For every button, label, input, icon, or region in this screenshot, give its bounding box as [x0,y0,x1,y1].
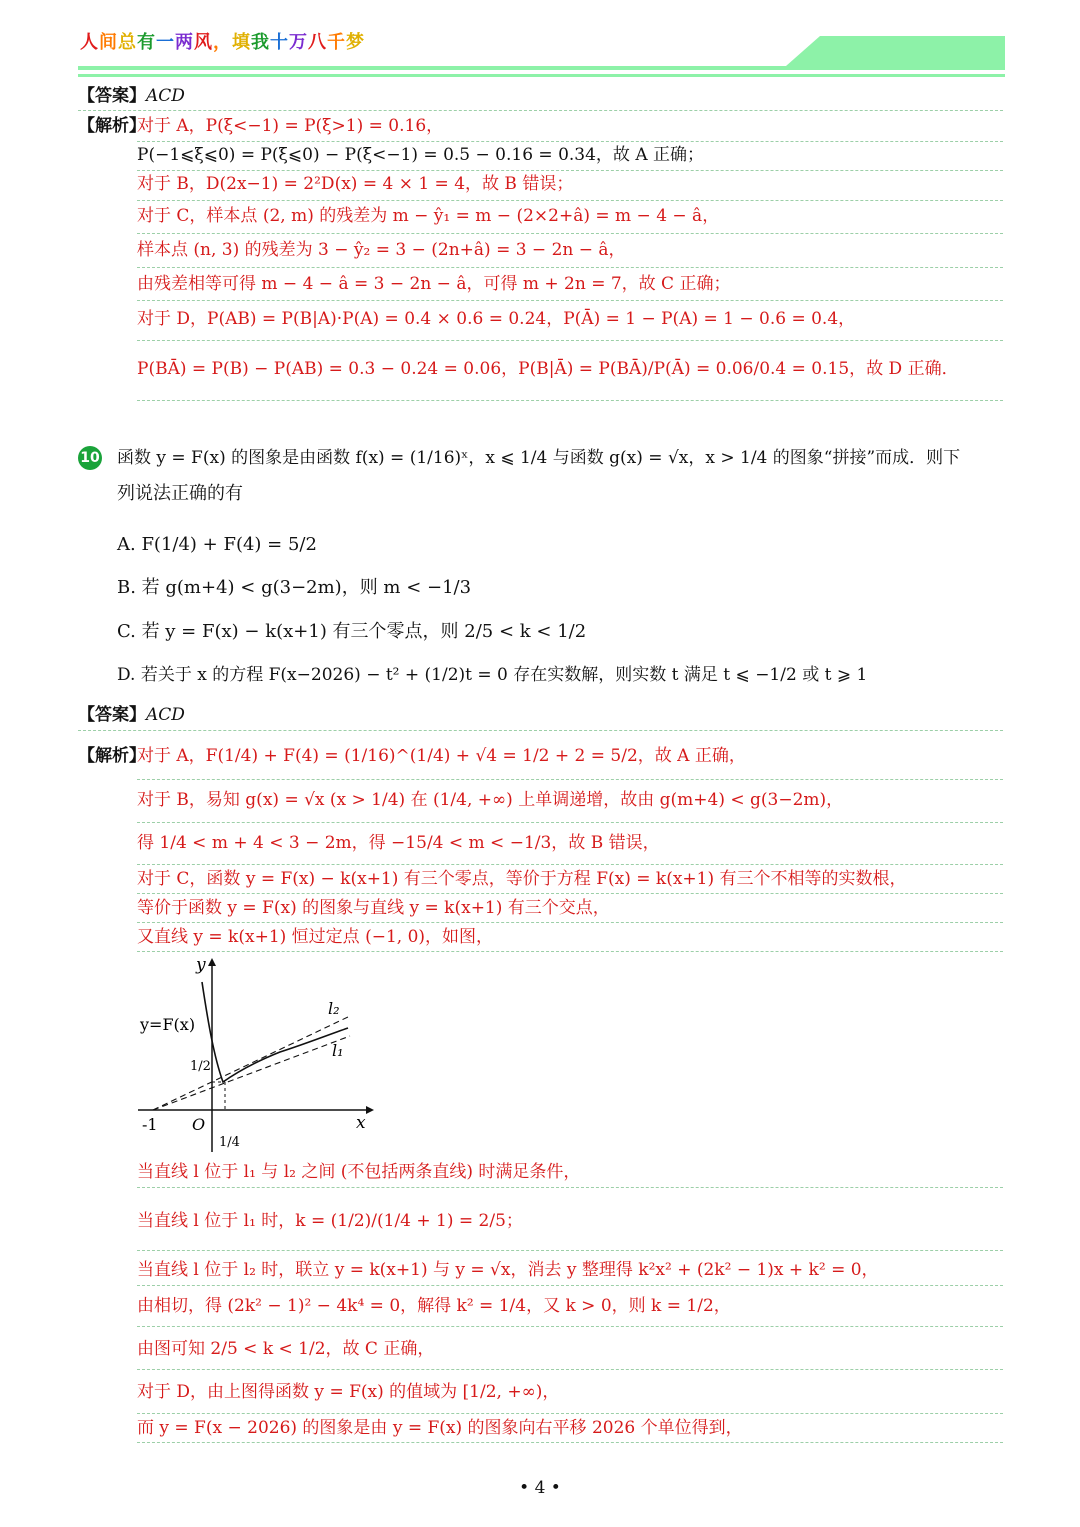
q9-answer-row [78,85,185,107]
q9-line-3: 对于 B，D(2x−1) = 2²D(x) = 4 × 1 = 4，故 B 错误； [137,174,574,194]
slogan-char: 总 [118,32,137,53]
slogan-char: 十 [270,32,289,53]
line-l1 [153,1036,350,1110]
q9-line-8: P(BĀ) = P(B) − P(AB) = 0.3 − 0.24 = 0.06，P(B|Ā) = P(BĀ)/P(Ā) = 0.06/0.4 = 0.15，故 D 正确． [137,359,959,379]
x-axis-label: x [356,1113,366,1133]
slogan-char: 千 [327,32,346,53]
q10-line-11: 由图可知 2/5 < k < 1/2，故 C 正确， [137,1339,435,1359]
slogan-char: 一 [156,32,175,53]
origin-label: O [192,1115,206,1134]
q10-line-1: 对于 A，F(1/4) + F(4) = (1/16)^(1/4) + √4 = 1/2 + 2 = 5/2，故 A 正确， [137,746,746,766]
q10-line-5: 等价于函数 y = F(x) 的图象与直线 y = k(x+1) 有三个交点， [137,898,610,918]
q9-line-5: 样本点 (n, 3) 的残差为 3 − ŷ₂ = 3 − (2n+â) = 3 − 2n − â， [137,240,626,260]
q9-analysis-tag: 【解析】 [78,116,146,136]
q10-line-2: 对于 B，易知 g(x) = √x (x > 1/4) 在 (1/4, +∞) 上单调递增，故由 g(m+4) < g(3−2m)， [137,790,844,810]
function-graph [130,952,380,1157]
q9-line-2: P(−1⩽ξ⩽0) = P(ξ⩽0) − P(ξ<−1) = 0.5 − 0.16 = 0.34，故 A 正确； [137,145,705,165]
slogan-char: 风 [194,32,213,53]
slogan-char: 有 [137,32,156,53]
q9-line-6: 由残差相等可得 m − 4 − â = 3 − 2n − â，可得 m + 2n = 7，故 C 正确； [137,274,731,294]
q10-line-4: 对于 C，函数 y = F(x) − k(x+1) 有三个零点，等价于方程 F(x) = k(x+1) 有三个不相等的实数根， [137,869,907,889]
slogan-char: 间 [99,32,118,53]
q10-option-c: C. 若 y = F(x) − k(x+1) 有三个零点，则 2/5 < k < 1/2 [117,621,587,642]
q9-answer: ACD [146,86,185,106]
q10-answer-row [78,704,185,726]
tick-half: 1/2 [190,1059,211,1074]
q10-line-13: 而 y = F(x − 2026) 的图象是由 y = F(x) 的图象向右平移 2026 个单位得到， [137,1418,743,1438]
header-accent-band [0,0,1080,90]
page-header [0,0,1080,90]
q10-line-9: 当直线 l 位于 l₂ 时，联立 y = k(x+1) 与 y = √x，消去 y 整理得 k²x² + (2k² − 1)x + k² = 0， [137,1260,879,1280]
slogan-char: 我 [251,32,270,53]
q10-line-6: 又直线 y = k(x+1) 恒过定点 (−1, 0)，如图， [137,927,494,947]
q10-option-b: B. 若 g(m+4) < g(3−2m)，则 m < −1/3 [117,577,472,598]
slogan-char: ， [213,32,232,53]
q10-answer: ACD [146,705,185,725]
q9-line-4: 对于 C，样本点 (2, m) 的残差为 m − ŷ₁ = m − (2×2+â) = m − 4 − â， [137,206,720,226]
q10-analysis-tag: 【解析】 [78,746,146,766]
q9-line-7: 对于 D，P(AB) = P(B|A)·P(A) = 0.4 × 0.6 = 0.24，P(Ā) = 1 − P(A) = 1 − 0.6 = 0.4， [137,309,856,329]
q10-line-7: 当直线 l 位于 l₁ 与 l₂ 之间 (不包括两条直线) 时满足条件， [137,1162,581,1182]
page-number: • 4 • [519,1478,561,1498]
slogan-char: 填 [232,32,251,53]
q10-answer-tag: 【答案】 [78,705,146,725]
slogan-char: 两 [175,32,194,53]
q10-line-3: 得 1/4 < m + 4 < 3 − 2m，得 −15/4 < m < −1/3，故 B 错误， [137,833,660,853]
slogan-char: 人 [80,32,99,53]
q10-option-a: A. F(1/4) + F(4) = 5/2 [117,534,317,555]
q10-line-10: 由相切，得 (2k² − 1)² − 4k⁴ = 0，解得 k² = 1/4，又 k > 0，则 k = 1/2， [137,1296,731,1316]
q9-answer-tag: 【答案】 [78,86,146,106]
q10-line-8: 当直线 l 位于 l₁ 时，k = (1/2)/(1/4 + 1) = 2/5； [137,1211,523,1231]
l1-label: l₁ [332,1041,344,1060]
curve-F [202,982,348,1082]
tick-neg1: -1 [142,1115,158,1134]
tick-quarter: 1/4 [219,1135,240,1150]
slogan-char: 八 [308,32,327,53]
curve-label: y=F(x) [140,1015,196,1034]
y-axis-label: y [196,955,206,975]
q10-option-d: D. 若关于 x 的方程 F(x−2026) − t² + (1/2)t = 0 存在实数解，则实数 t 满足 t ⩽ −1/2 或 t ⩾ 1 [117,665,868,685]
q10-line-12: 对于 D，由上图得函数 y = F(x) 的值域为 [1/2, +∞)， [137,1382,560,1402]
q9-line-1: 对于 A，P(ξ<−1) = P(ξ>1) = 0.16， [137,116,444,136]
q10-stem-line-2: 列说法正确的有 [117,483,243,504]
slogan-char: 梦 [346,32,365,53]
l2-label: l₂ [328,999,340,1018]
q10-stem-line-1: 函数 y = F(x) 的图象是由函数 f(x) = (1/16)ˣ，x ⩽ 1/4 与函数 g(x) = √x，x > 1/4 的图象“拼接”而成．则下 [117,448,961,468]
slogan-char: 万 [289,32,308,53]
q10-number-badge: 10 [78,446,102,470]
